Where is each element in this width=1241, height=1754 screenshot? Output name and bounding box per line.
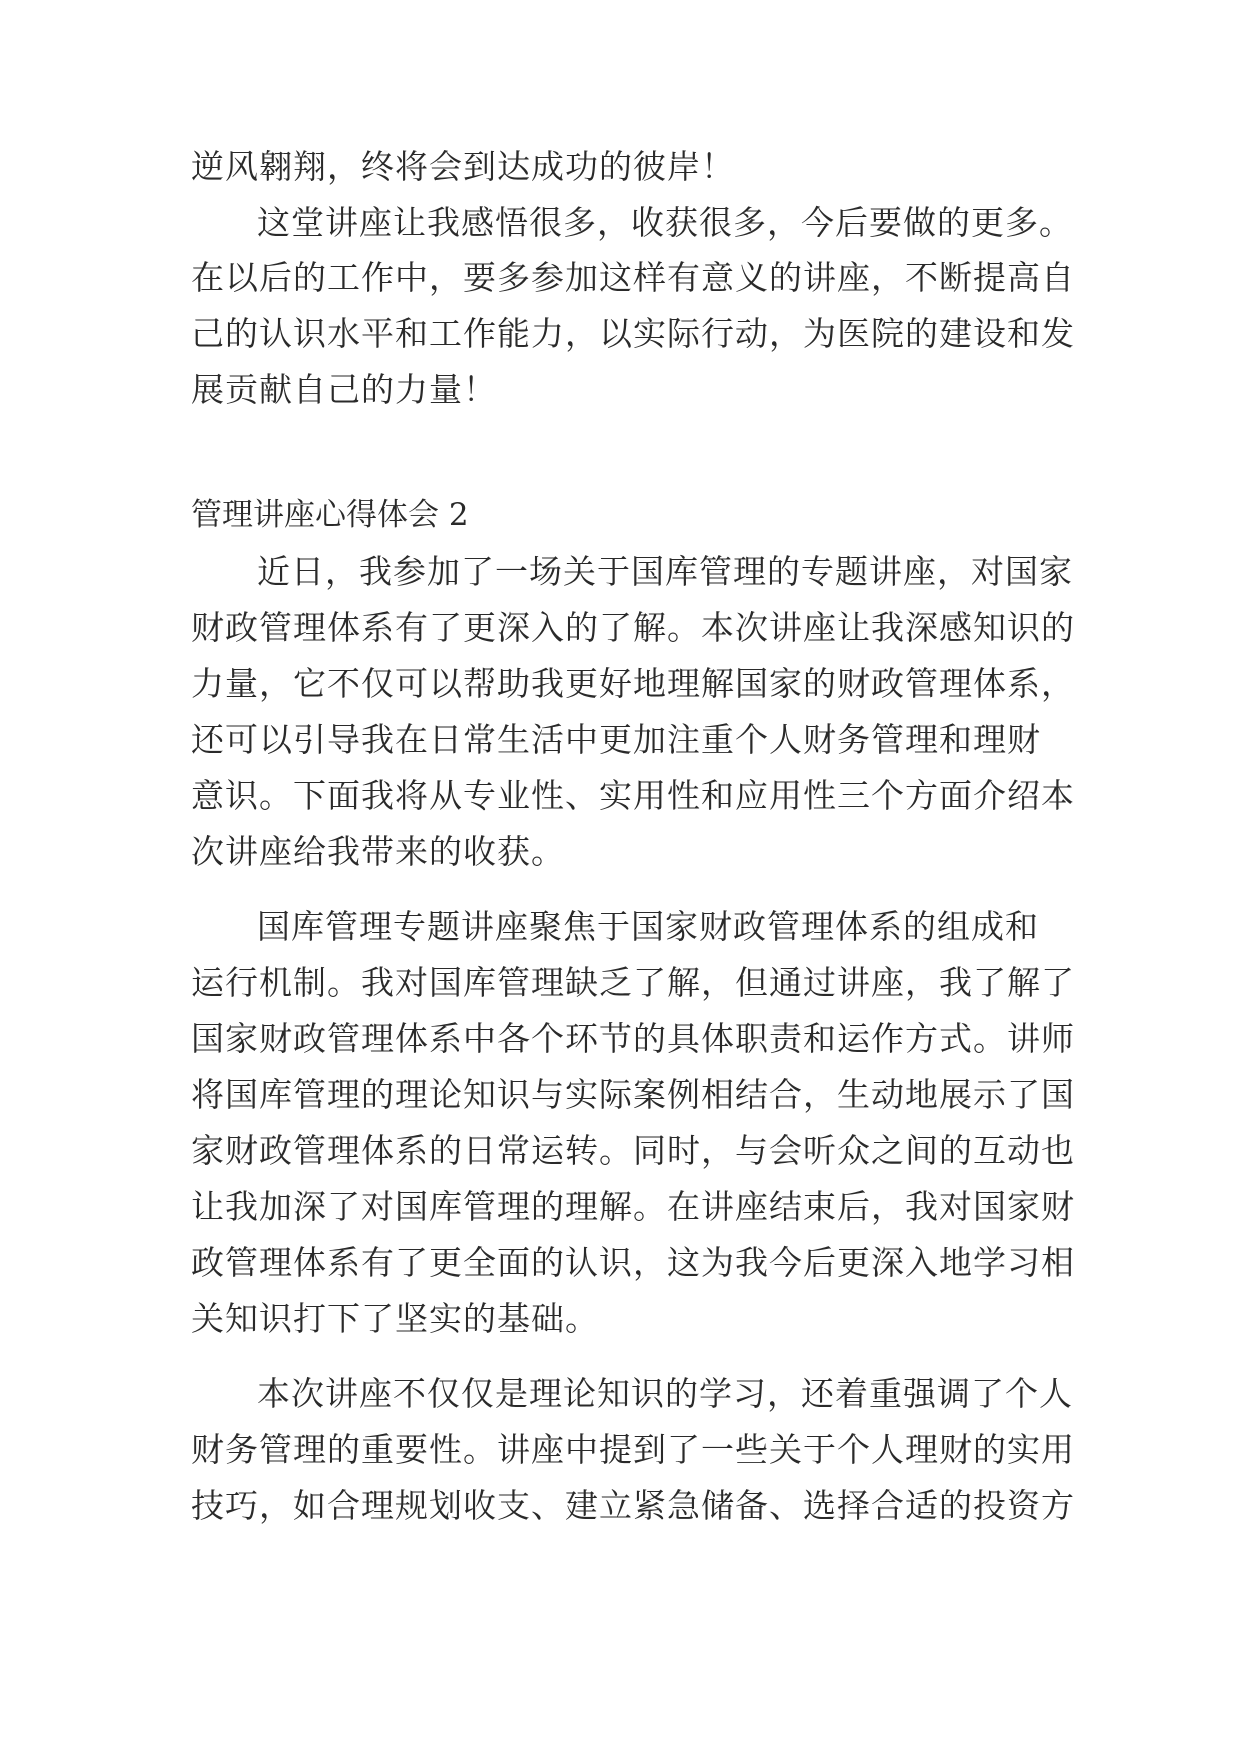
text-line: 展贡献自己的力量！	[191, 370, 497, 409]
text-line: 逆风翱翔，终将会到达成功的彼岸！	[191, 147, 735, 186]
text-line: 家财政管理体系的日常运转。同时，与会听众之间的互动也	[191, 1131, 1075, 1170]
text-line: 关知识打下了坚实的基础。	[191, 1299, 599, 1338]
paragraph-start: 近日，我参加了一场关于国库管理的专题讲座，对国家	[257, 552, 1073, 591]
text-line: 力量，它不仅可以帮助我更好地理解国家的财政管理体系，	[191, 664, 1075, 703]
paragraph-start: 这堂讲座让我感悟很多，收获很多，今后要做的更多。	[257, 203, 1073, 242]
text-line: 政管理体系有了更全面的认识，这为我今后更深入地学习相	[191, 1243, 1075, 1282]
text-line: 还可以引导我在日常生活中更加注重个人财务管理和理财	[191, 720, 1041, 759]
text-line: 财政管理体系有了更深入的了解。本次讲座让我深感知识的	[191, 608, 1075, 647]
text-line: 意识。下面我将从专业性、实用性和应用性三个方面介绍本	[191, 776, 1075, 815]
paragraph-start: 本次讲座不仅仅是理论知识的学习，还着重强调了个人	[257, 1374, 1073, 1413]
text-line: 技巧，如合理规划收支、建立紧急储备、选择合适的投资方	[191, 1486, 1075, 1525]
text-line: 财务管理的重要性。讲座中提到了一些关于个人理财的实用	[191, 1430, 1075, 1469]
text-line: 次讲座给我带来的收获。	[191, 832, 565, 871]
text-line: 国家财政管理体系中各个环节的具体职责和运作方式。讲师	[191, 1019, 1075, 1058]
text-line: 在以后的工作中，要多参加这样有意义的讲座，不断提高自	[191, 258, 1075, 297]
text-line: 将国库管理的理论知识与实际案例相结合，生动地展示了国	[191, 1075, 1075, 1114]
text-line: 己的认识水平和工作能力，以实际行动，为医院的建设和发	[191, 314, 1075, 353]
section-heading: 管理讲座心得体会 2	[191, 497, 469, 533]
text-line: 运行机制。我对国库管理缺乏了解，但通过讲座，我了解了	[191, 963, 1075, 1002]
text-line: 让我加深了对国库管理的理解。在讲座结束后，我对国家财	[191, 1187, 1075, 1226]
paragraph-start: 国库管理专题讲座聚焦于国家财政管理体系的组成和	[257, 907, 1039, 946]
